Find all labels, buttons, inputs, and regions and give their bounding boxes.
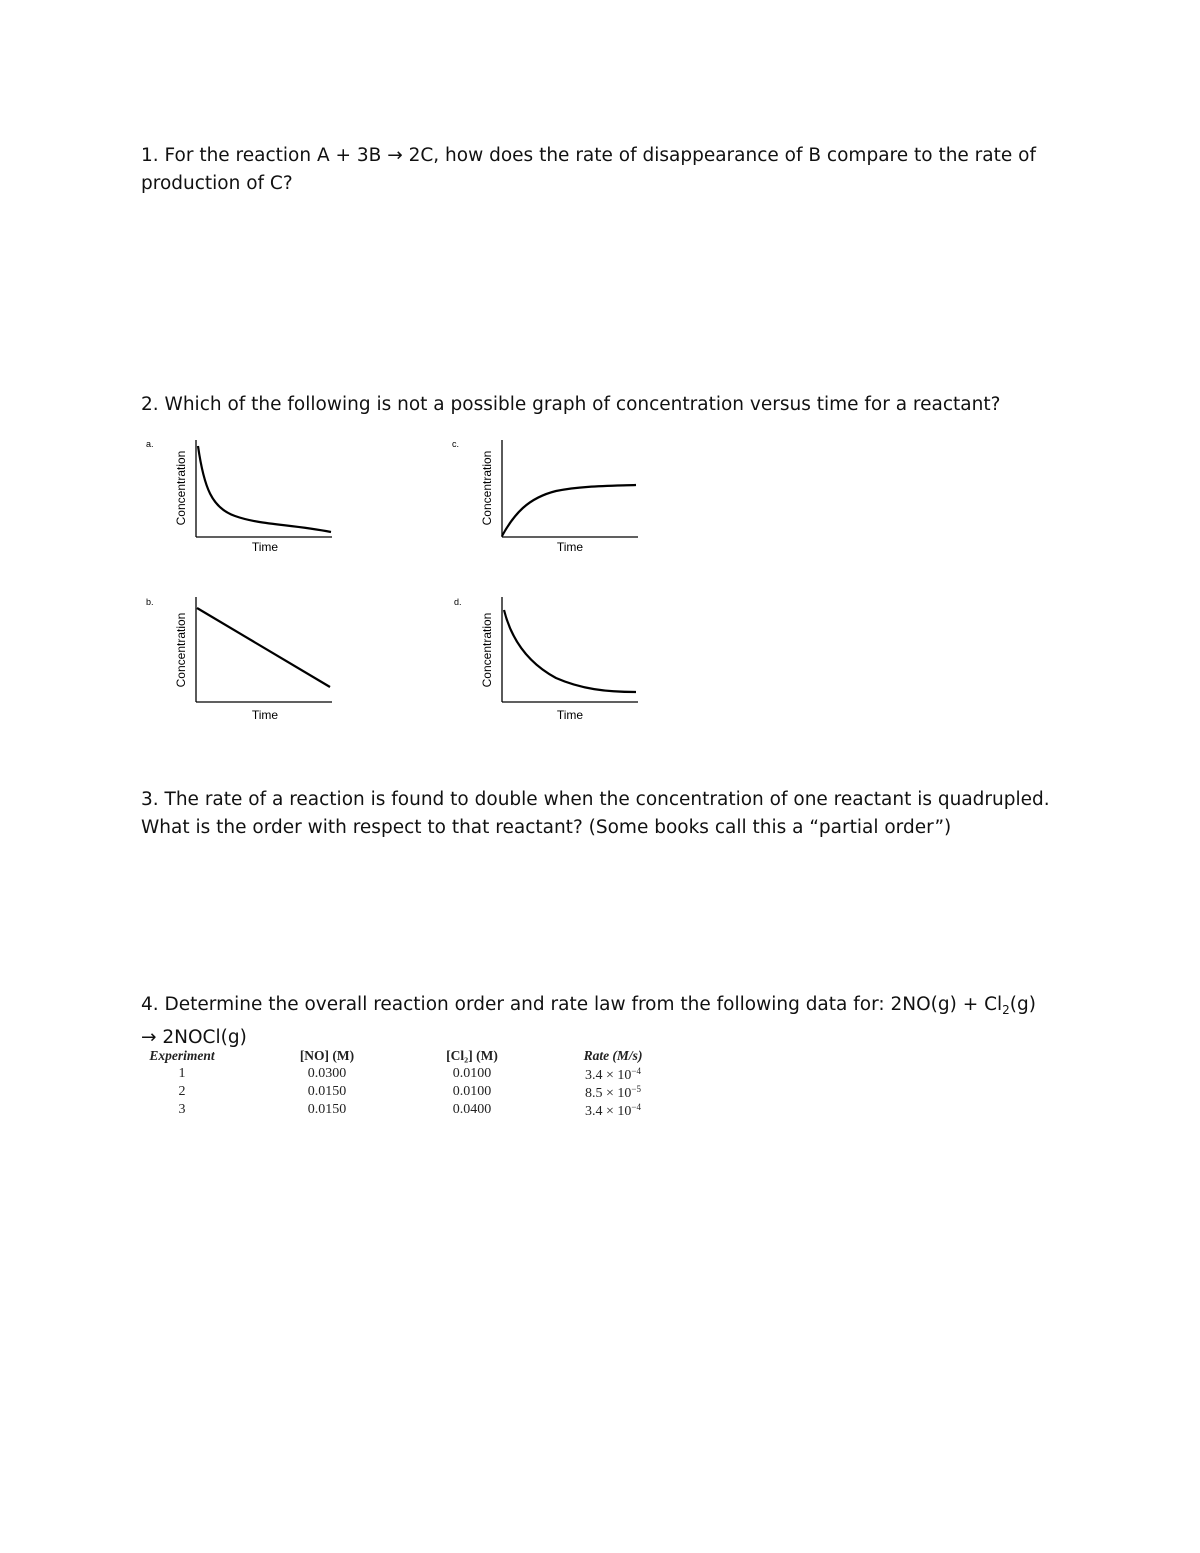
question-2: 2. Which of the following is not a possible graph of concentration versus time for a reactant?	[141, 394, 1001, 415]
cell-experiment: 2	[178, 1084, 186, 1099]
ylabel: Concentration	[480, 612, 494, 688]
cell-no: 0.0150	[307, 1102, 347, 1117]
cell-rate	[570, 1102, 656, 1120]
table-row	[140, 1102, 680, 1120]
cell-no: 0.0300	[307, 1066, 347, 1081]
header-rate: Rate (M/s)	[583, 1048, 643, 1063]
rate-base: 8.5 × 10	[585, 1086, 632, 1101]
cell-experiment: 3	[178, 1102, 186, 1117]
graph-letter: a.	[146, 439, 154, 449]
xlabel: Time	[556, 708, 584, 722]
cell-cl2: 0.0100	[452, 1084, 492, 1099]
question-4	[141, 991, 1041, 1052]
graph-a	[140, 430, 350, 580]
ylabel: Concentration	[480, 450, 494, 526]
curve	[198, 446, 331, 532]
data-table	[140, 1048, 680, 1120]
xlabel: Time	[251, 708, 279, 722]
graph-letter: d.	[454, 597, 462, 607]
ylabel: Concentration	[174, 612, 188, 688]
header-cl2: [Cl₂] (M)	[446, 1048, 498, 1063]
question-1: 1. For the reaction A + 3B → 2C, how does the rate of disappearance of B compare to the rate of production of C?	[141, 145, 1036, 194]
curve	[504, 610, 636, 692]
question-4-subscript: 2	[1002, 1003, 1010, 1017]
header-no: [NO] (M)	[299, 1048, 355, 1063]
curve	[502, 485, 636, 536]
graph-letter: c.	[452, 439, 460, 449]
cell-cl2: 0.0100	[452, 1066, 492, 1081]
rate-base: 3.4 × 10	[585, 1104, 632, 1119]
question-4-text-end: (g) → 2NOCl(g)	[141, 994, 1036, 1048]
xlabel: Time	[556, 540, 584, 554]
table-row	[140, 1084, 680, 1102]
table-row	[140, 1066, 680, 1084]
graph-c	[446, 430, 656, 580]
rate-exponent: −4	[631, 1102, 641, 1112]
header-experiment: Experiment	[149, 1048, 215, 1063]
question-3: 3. The rate of a reaction is found to double when the concentration of one reactant is quadrupled. What is the order with respect to that reactant? (Some books call this a “partial order”)	[141, 789, 1050, 838]
cell-rate	[570, 1084, 656, 1102]
table-header	[140, 1048, 680, 1066]
curve	[197, 608, 330, 687]
rate-exponent: −5	[631, 1084, 641, 1094]
graph-letter: b.	[146, 597, 154, 607]
graph-b	[140, 592, 350, 742]
cell-cl2: 0.0400	[452, 1102, 492, 1117]
cell-no: 0.0150	[307, 1084, 347, 1099]
rate-exponent: −4	[631, 1066, 641, 1076]
question-4-text: 4. Determine the overall reaction order and rate law from the following data for: 2NO(g) + Cl	[141, 994, 1003, 1015]
cell-experiment: 1	[178, 1066, 186, 1081]
cell-rate	[570, 1066, 656, 1084]
xlabel: Time	[251, 540, 279, 554]
graph-d	[446, 592, 656, 742]
ylabel: Concentration	[174, 450, 188, 526]
rate-base: 3.4 × 10	[585, 1068, 632, 1083]
